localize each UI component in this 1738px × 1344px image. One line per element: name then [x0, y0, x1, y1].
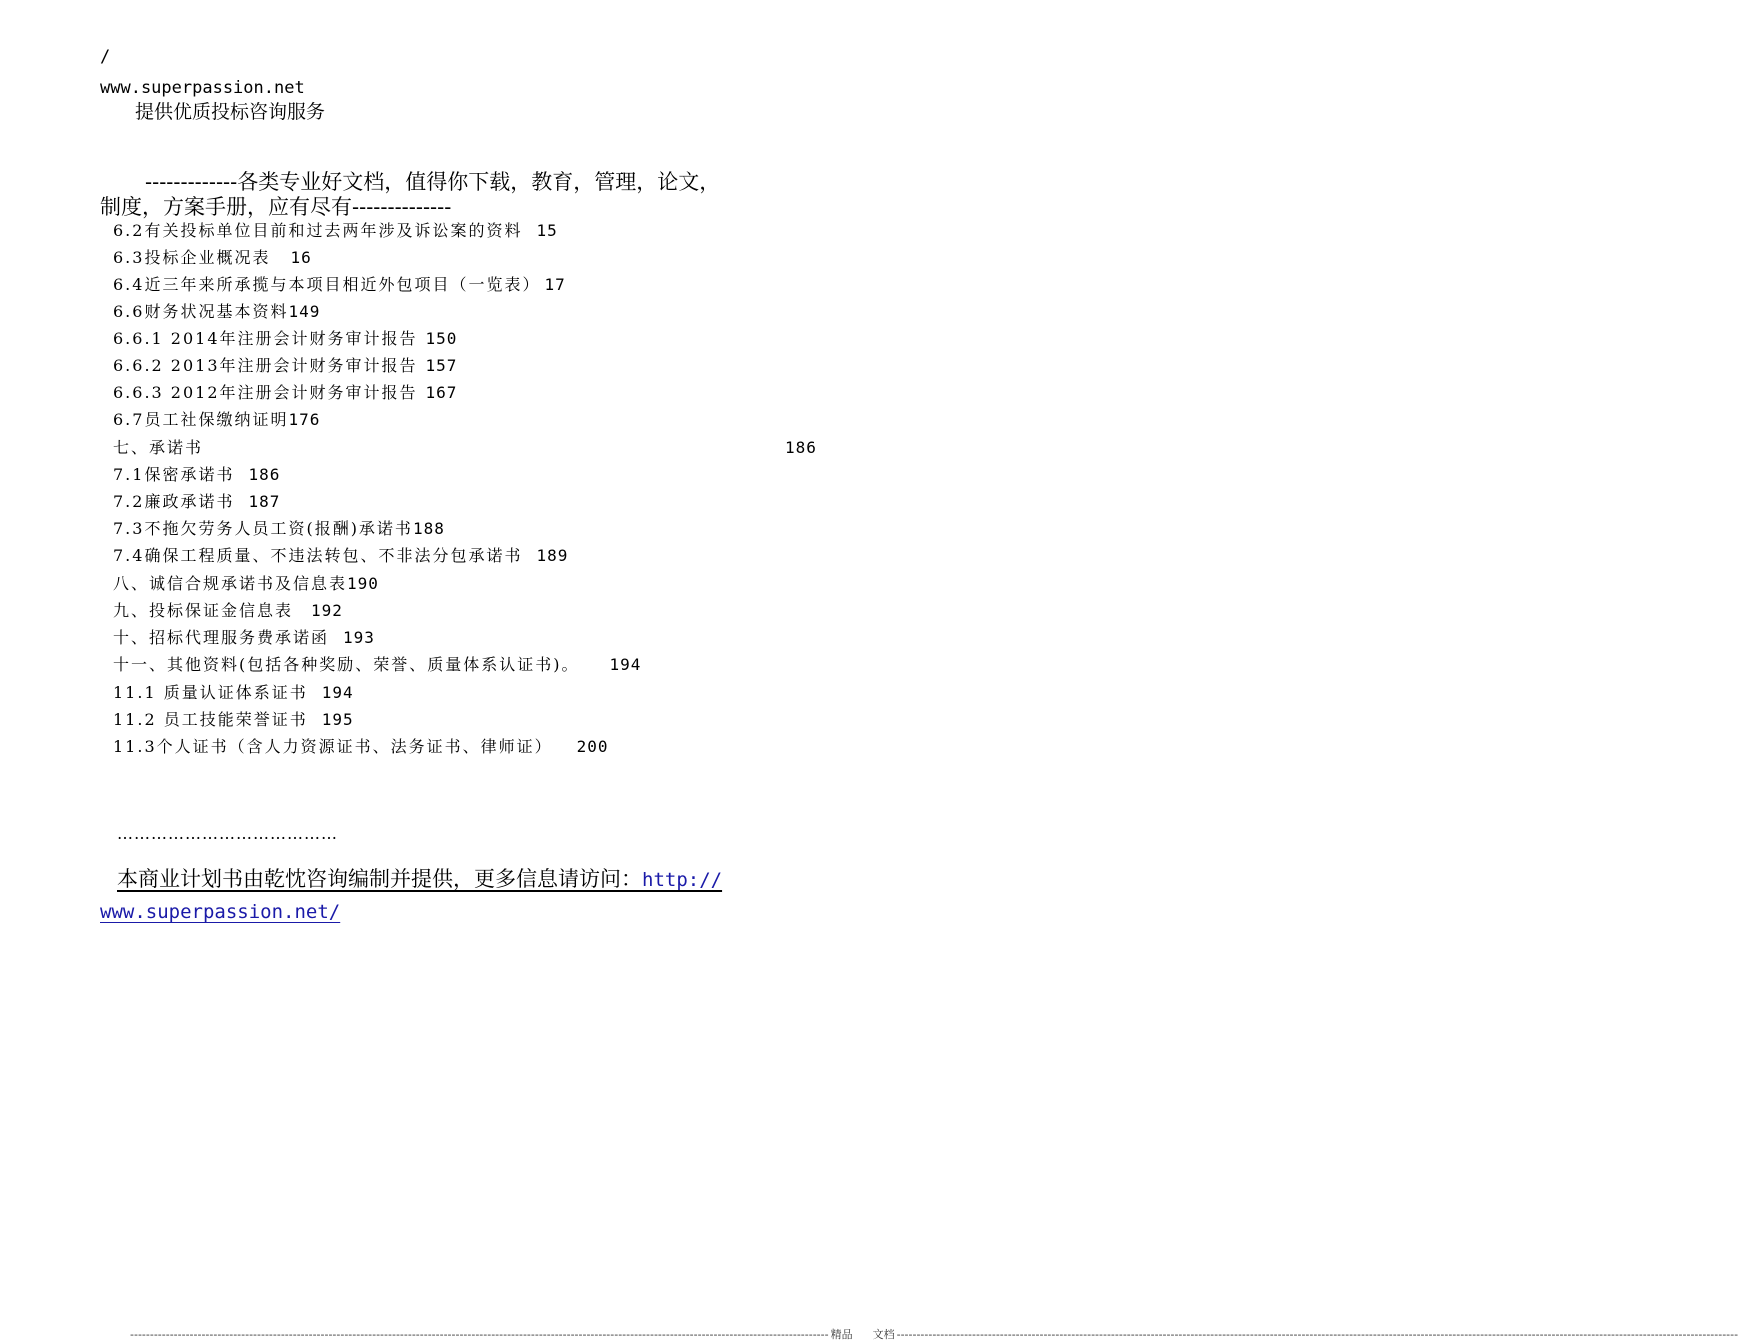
toc-entry[interactable] — [113, 712, 354, 728]
toc-entry-page: 187 — [248, 492, 281, 511]
toc-entry-label: 11.1 质量认证体系证书 — [113, 683, 308, 702]
footer-text: 本商业计划书由乾忱咨询编制并提供，更多信息请访问： — [117, 867, 642, 891]
toc-entry-label: 6.3投标企业概况表 — [113, 248, 271, 267]
toc-entry[interactable] — [113, 657, 641, 673]
toc-entry[interactable] — [113, 304, 320, 320]
toc-entry-label: 十、招标代理服务费承诺函 — [113, 628, 330, 647]
toc-entry-page: 190 — [347, 574, 379, 593]
header-slogan: 提供优质投标咨询服务 — [135, 101, 326, 123]
toc-entry-label: 八、诚信合规承诺书及信息表 — [113, 574, 348, 593]
toc-entry-page: 149 — [288, 302, 321, 321]
promo-line-1: -------------各类专业好文档，值得你下载，教育，管理，论文， — [145, 170, 721, 194]
toc-entry[interactable] — [113, 331, 457, 347]
ellipsis-divider: ………………………………… — [117, 824, 338, 843]
toc-entry-label: 七、承诺书 — [113, 438, 204, 457]
footer-notice — [117, 869, 722, 890]
toc-entry-page: 195 — [321, 710, 354, 729]
toc-entry-label: 6.6.2 2013年注册会计财务审计报告 — [113, 356, 418, 375]
toc-entry-label: 6.6财务状况基本资料 — [113, 302, 289, 321]
toc-entry[interactable] — [113, 438, 817, 457]
toc-entry-label: 九、投标保证金信息表 — [113, 601, 294, 620]
toc-entry-label: 6.7员工社保缴纳证明 — [113, 410, 289, 429]
toc-entry[interactable] — [113, 548, 568, 564]
toc-entry-label: 7.3不拖欠劳务人员工资(报酬)承诺书 — [113, 519, 413, 538]
toc-entry-label: 十一、其他资料(包括各种奖励、荣誉、质量体系认证书)。 — [113, 655, 580, 674]
toc-entry-page: 194 — [321, 683, 354, 702]
footer-dash-left: -------------------------------------------------------------------------------------------------------------------------------------------------------------------------------- — [130, 1327, 829, 1341]
toc-entry-page: 186 — [785, 438, 817, 457]
toc-entry-page: 189 — [536, 546, 569, 565]
header-site-url[interactable]: www.superpassion.net — [100, 78, 305, 98]
toc-entry-page: 167 — [425, 383, 458, 402]
toc-entry[interactable] — [113, 630, 375, 646]
toc-entry-label: 7.1保密承诺书 — [113, 465, 235, 484]
toc-entry-label: 11.2 员工技能荣誉证书 — [113, 710, 308, 729]
toc-entry-label: 11.3个人证书（含人力资源证书、法务证书、律师证） — [113, 737, 553, 756]
footer-link-part1[interactable]: http:// — [642, 869, 723, 891]
toc-entry-label: 6.6.1 2014年注册会计财务审计报告 — [113, 329, 418, 348]
toc-entry-page: 17 — [544, 275, 566, 294]
footer-label-2: 文档 — [872, 1328, 895, 1341]
footer-link-part2[interactable]: www.superpassion.net/ — [100, 901, 341, 923]
toc-entry-page: 200 — [576, 737, 609, 756]
toc-entry-page: 194 — [609, 655, 642, 674]
toc-entry[interactable] — [113, 603, 343, 619]
toc-entry[interactable] — [113, 739, 609, 755]
toc-entry[interactable] — [113, 358, 457, 374]
toc-entry-page: 188 — [412, 519, 445, 538]
toc-entry[interactable] — [113, 685, 354, 701]
footer-dash-right: -------------------------------------------------------------------------------------------------------------------------------------------------------------------------------------------------------------------- — [896, 1327, 1738, 1341]
toc-entry-page: 193 — [343, 628, 375, 647]
toc-entry[interactable] — [113, 494, 280, 510]
toc-entry[interactable] — [113, 412, 320, 428]
page-footer-rule — [130, 1326, 1738, 1342]
toc-entry-page: 16 — [290, 248, 312, 267]
toc-entry-label: 6.2有关投标单位目前和过去两年涉及诉讼案的资料 — [113, 221, 523, 240]
toc-entry-page: 176 — [288, 410, 321, 429]
toc-entry-page: 186 — [248, 465, 281, 484]
toc-entry-page: 157 — [425, 356, 458, 375]
footer-label-1: 精品 — [830, 1328, 853, 1341]
toc-entry-label: 6.4近三年来所承揽与本项目相近外包项目（一览表） — [113, 275, 541, 294]
toc-entry-label: 7.4确保工程质量、不违法转包、不非法分包承诺书 — [113, 546, 523, 565]
promo-line-2: 制度，方案手册，应有尽有-------------- — [100, 195, 452, 219]
header-slash: / — [100, 47, 111, 67]
toc-entry-label: 7.2廉政承诺书 — [113, 492, 235, 511]
toc-entry[interactable] — [113, 277, 566, 293]
toc-entry[interactable] — [113, 521, 445, 537]
toc-entry[interactable] — [113, 385, 457, 401]
toc-entry-page: 150 — [425, 329, 458, 348]
toc-entry[interactable] — [113, 467, 280, 483]
toc-entry[interactable] — [113, 250, 312, 266]
toc-entry[interactable] — [113, 576, 379, 592]
toc-entry-page: 15 — [536, 221, 558, 240]
toc-entry[interactable] — [113, 223, 558, 239]
toc-entry-page: 192 — [311, 601, 343, 620]
toc-entry-label: 6.6.3 2012年注册会计财务审计报告 — [113, 383, 418, 402]
